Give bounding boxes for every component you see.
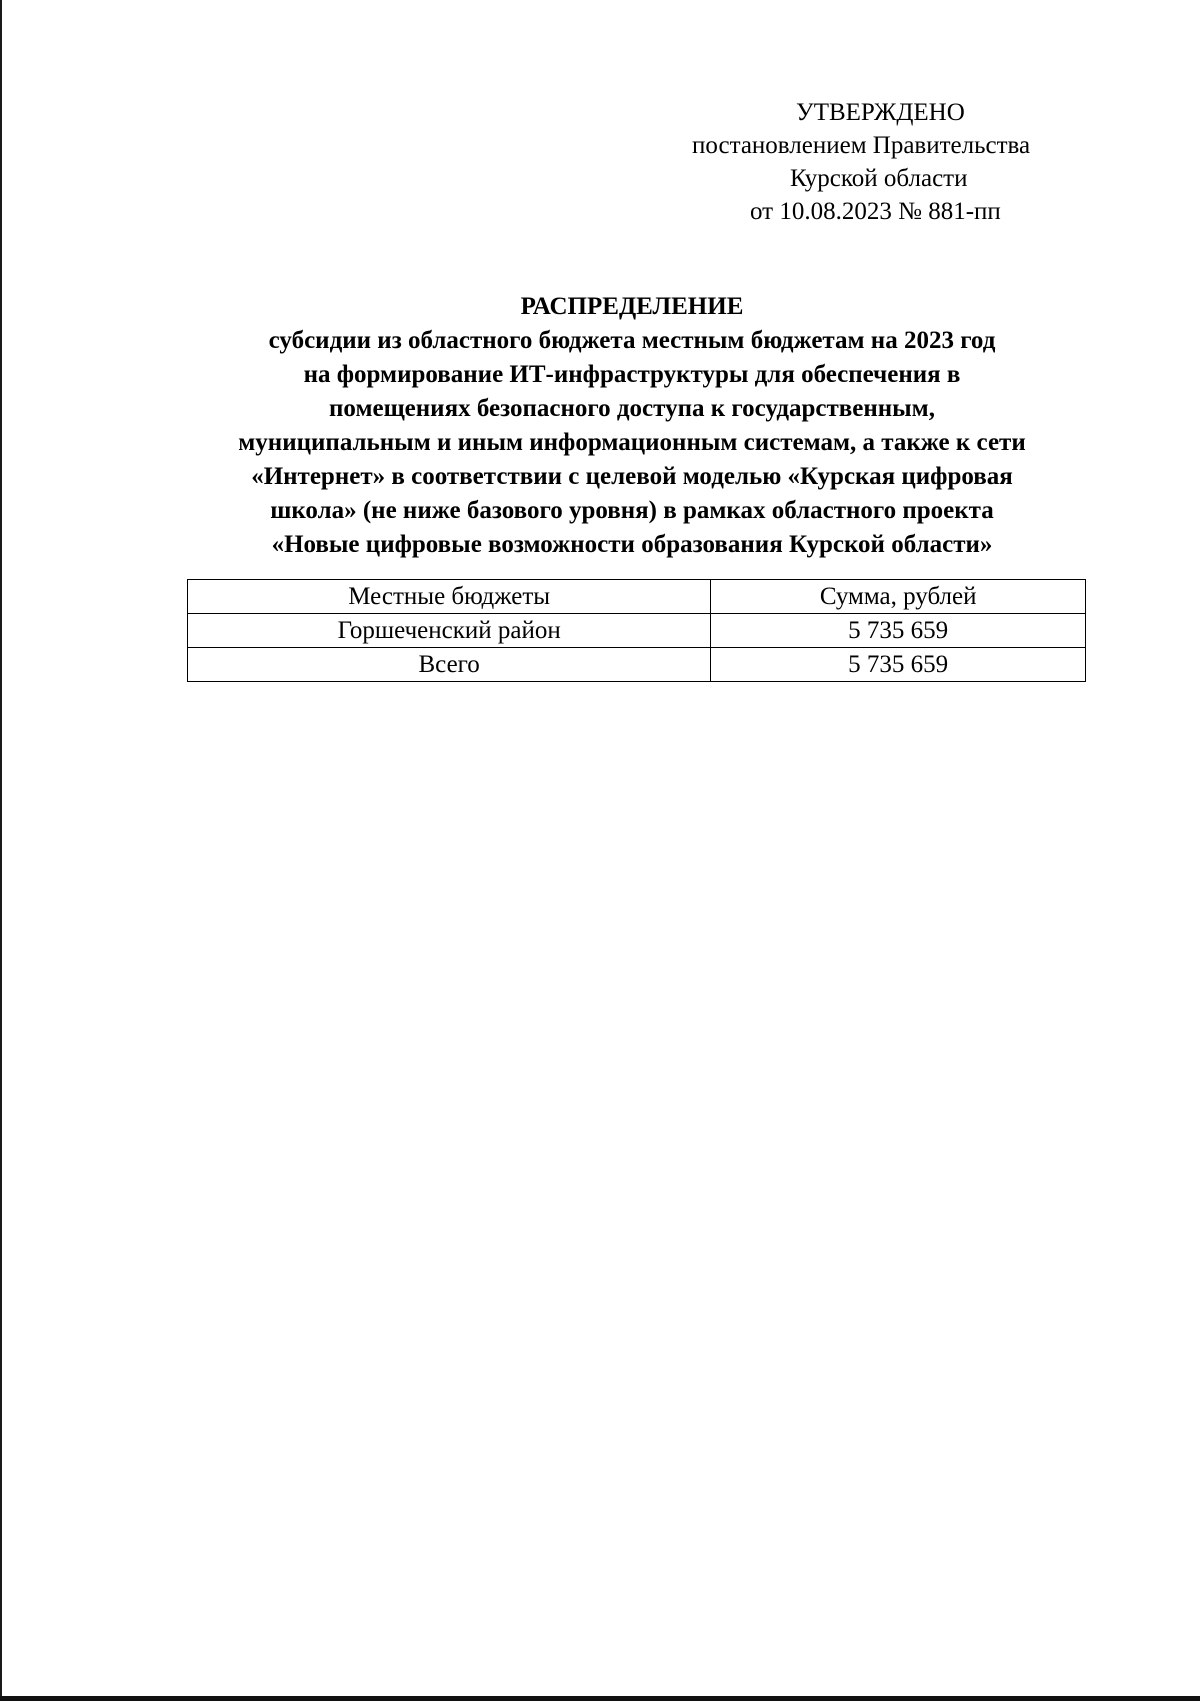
budget-distribution-table bbox=[187, 579, 1086, 682]
approval-issuer: постановлением Правительства bbox=[692, 132, 1031, 159]
budget-name-cell: Горшеченский район bbox=[188, 614, 711, 648]
amount-cell: 5 735 659 bbox=[711, 614, 1086, 648]
approval-region: Курской области bbox=[790, 165, 968, 192]
scan-edge-bottom bbox=[0, 1696, 1200, 1701]
approval-title: УТВЕРЖДЕНО bbox=[796, 99, 965, 126]
heading-line: субсидии из областного бюджета местным бюджетам на 2023 год bbox=[268, 327, 996, 354]
table-row bbox=[188, 614, 1086, 648]
document-heading bbox=[150, 290, 1114, 562]
approval-stamp-block bbox=[640, 96, 1080, 228]
heading-line: муниципальным и иным информационным системам, а также к сети bbox=[238, 429, 1026, 456]
heading-line: «Новые цифровые возможности образования Курской области» bbox=[271, 531, 993, 558]
column-header-budgets: Местные бюджеты bbox=[188, 580, 711, 614]
heading-line: помещениях безопасного доступа к государственным, bbox=[329, 395, 935, 422]
total-label-cell: Всего bbox=[188, 648, 711, 682]
heading-line: на формирование ИТ-инфраструктуры для обеспечения в bbox=[303, 361, 961, 388]
table-total-row bbox=[188, 648, 1086, 682]
table-header-row bbox=[188, 580, 1086, 614]
approval-date-number: от 10.08.2023 № 881-пп bbox=[750, 198, 1001, 225]
heading-line: школа» (не ниже базового уровня) в рамках областного проекта bbox=[270, 497, 994, 524]
document-title: РАСПРЕДЕЛЕНИЕ bbox=[520, 293, 744, 320]
scan-edge-left bbox=[0, 0, 2, 1701]
total-amount-cell: 5 735 659 bbox=[711, 648, 1086, 682]
heading-line: «Интернет» в соответствии с целевой моделью «Курская цифровая bbox=[251, 463, 1013, 490]
column-header-amount: Сумма, рублей bbox=[711, 580, 1086, 614]
